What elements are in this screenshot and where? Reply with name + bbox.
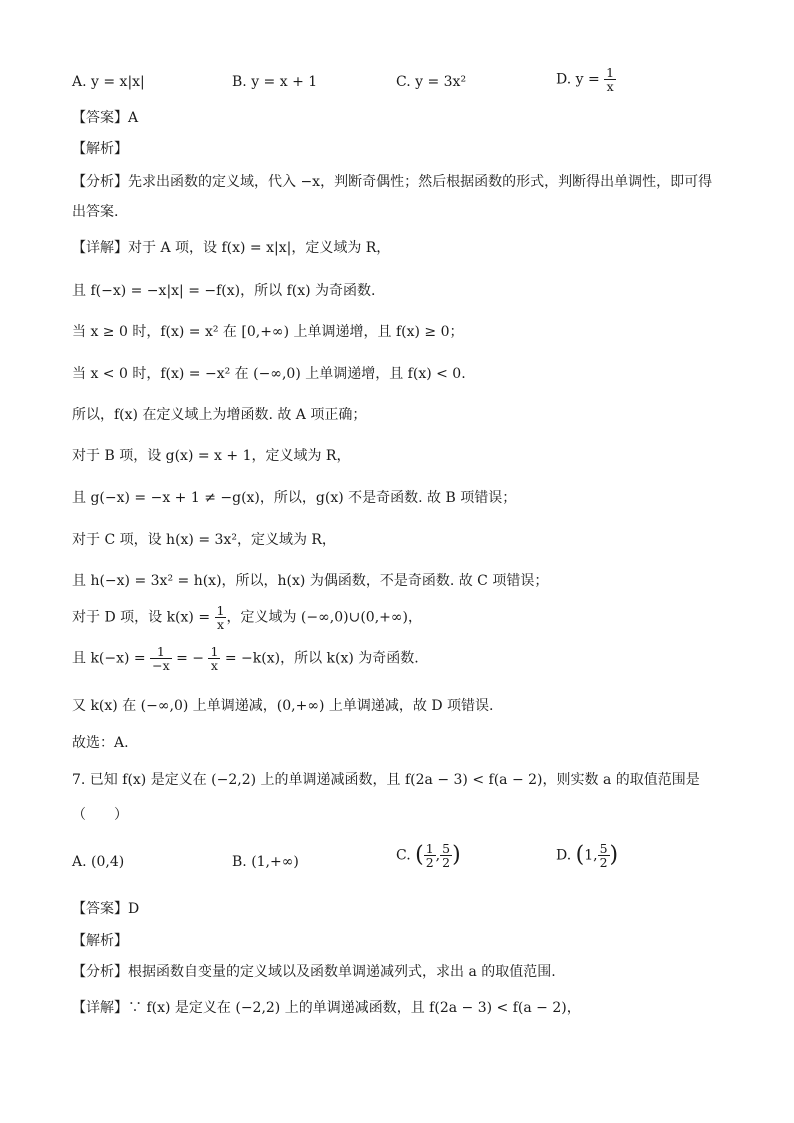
q6-detail-line-5: 所以，f(x) 在定义域上为增函数. 故 A 项正确； [72, 407, 367, 423]
q7-jiexi-label: 【解析】 [72, 933, 128, 949]
q6-option-d-prefix: D. y = [556, 71, 605, 88]
numerator: 1 [210, 644, 219, 659]
q7-analysis: 【分析】根据函数自变量的定义域以及函数单调递减列式，求出 a 的取值范围. [72, 964, 556, 980]
option-label: D. [556, 847, 572, 864]
numerator: 5 [599, 841, 608, 856]
denominator: x [606, 79, 614, 95]
text: 且 k(−x) = [72, 650, 151, 667]
q6-answer: 【答案】A [72, 110, 139, 126]
q6-analysis-line-1: 【分析】先求出函数的定义域，代入 −x，判断奇偶性；然后根据函数的形式，判断得出单调性，即可得 [72, 174, 713, 190]
q6-detail-line-8: 对于 C 项，设 h(x) = 3x²，定义域为 R， [72, 532, 336, 548]
q6-option-c: C. y = 3x² [396, 74, 467, 90]
q7-stem-line-2: （ ） [72, 807, 128, 823]
q7-option-c: C. ( $\frac{1}{2}$ , $\frac{5}{2}$ ) [396, 841, 461, 871]
text: = − [171, 650, 209, 667]
q7-option-a: A. (0,4) [72, 854, 125, 870]
q6-jiexi-label: 【解析】 [72, 141, 128, 157]
q6-detail-line-6: 对于 B 项，设 g(x) = x + 1，定义域为 R， [72, 448, 351, 464]
fraction [215, 604, 227, 631]
numerator: 1 [606, 65, 615, 80]
text: 1, [584, 847, 598, 864]
q7-detail-line-1: 【详解】∵ f(x) 是定义在 (−2,2) 上的单调递减函数，且 f(2a − 3) < f(a − 2)， [72, 1000, 581, 1016]
q7-stem-line-1: 7. 已知 f(x) 是定义在 (−2,2) 上的单调递减函数，且 f(2a − 3) < f(a − 2)，则实数 a 的取值范围是 [72, 772, 700, 788]
denominator: x [210, 658, 218, 674]
fraction [150, 645, 172, 672]
q6-detail-line-3: 当 x ≥ 0 时，f(x) = x² 在 [0,+∞) 上单调递增，且 f(x) ≥ 0； [72, 324, 464, 340]
q6-option-a: A. y = x|x| [72, 74, 145, 90]
denominator: 2 [442, 855, 451, 871]
q6-detail-line-9: 且 h(−x) = 3x² = h(x)，所以，h(x) 为偶函数，不是奇函数. 故 C 项错误； [72, 573, 549, 589]
q6-choose: 故选：A. [72, 735, 129, 751]
fraction [208, 645, 220, 672]
q7-answer: 【答案】D [72, 901, 140, 917]
q6-analysis-line-2: 出答案. [72, 204, 119, 220]
q6-detail-line-1: 【详解】对于 A 项，设 f(x) = x|x|，定义域为 R， [72, 240, 391, 256]
q6-option-b: B. y = x + 1 [232, 74, 318, 90]
fraction [440, 842, 452, 869]
text: = −k(x)，所以 k(x) 为奇函数. [220, 650, 419, 667]
fraction [598, 842, 610, 869]
q6-detail-line-4: 当 x < 0 时，f(x) = −x² 在 (−∞,0) 上单调递增，且 f(x) < 0. [72, 366, 466, 382]
denominator: x [216, 617, 225, 633]
denominator: 2 [425, 855, 434, 871]
denominator: 2 [599, 855, 608, 871]
numerator: 1 [216, 603, 225, 618]
close-paren: ) [452, 842, 461, 868]
text: 对于 D 项，设 k(x) = [72, 609, 215, 626]
fraction [604, 66, 616, 93]
denominator: −x [152, 658, 170, 674]
open-paren: ( [415, 842, 424, 868]
q6-detail-line-7: 且 g(−x) = −x + 1 ≠ −g(x)，所以，g(x) 不是奇函数. 故 B 项错误； [72, 490, 517, 506]
text: ，定义域为 (−∞,0)∪(0,+∞)， [226, 609, 422, 626]
fraction [424, 842, 436, 869]
q7-option-b: B. (1,+∞) [232, 854, 299, 870]
numerator: 1 [150, 645, 172, 659]
numerator: 1 [425, 841, 434, 856]
close-paren: ) [609, 842, 619, 868]
q6-detail-line-10 [72, 604, 422, 631]
q6-detail-line-2: 且 f(−x) = −x|x| = −f(x)，所以 f(x) 为奇函数. [72, 283, 376, 299]
q7-option-d [556, 842, 618, 869]
option-label: C. [396, 847, 411, 864]
q6-detail-line-11 [72, 645, 419, 672]
q6-detail-line-12: 又 k(x) 在 (−∞,0) 上单调递减，(0,+∞) 上单调递减，故 D 项错误. [72, 698, 494, 714]
numerator: 5 [442, 841, 451, 856]
q6-option-d [556, 66, 616, 93]
open-paren: ( [575, 842, 585, 868]
